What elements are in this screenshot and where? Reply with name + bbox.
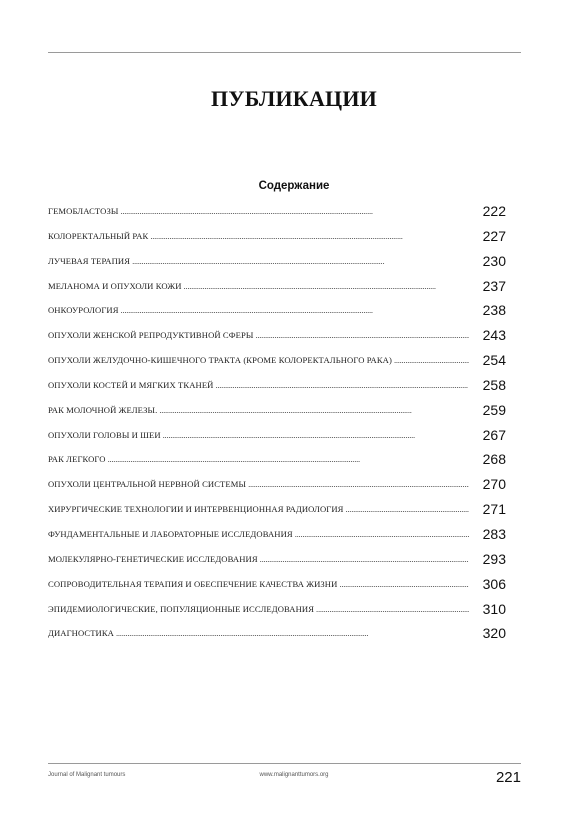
toc-dot-leader [248, 474, 469, 494]
toc-entry-title: ОПУХОЛИ ЖЕНСКОЙ РЕПРОДУКТИВНОЙ СФЕРЫ [48, 330, 254, 341]
toc-entry[interactable] [48, 524, 508, 549]
toc-entry-line [48, 549, 469, 569]
toc-entry[interactable] [48, 499, 508, 524]
toc-entry-line [48, 425, 469, 445]
toc-entry-title: МЕЛАНОМА И ОПУХОЛИ КОЖИ [48, 280, 182, 291]
toc-entry-page-number: 243 [482, 327, 506, 344]
toc-entry[interactable] [48, 251, 508, 276]
footer-journal-name: Journal of Malignant tumours [48, 772, 126, 778]
toc-entry[interactable] [48, 474, 508, 499]
toc-entry-page-number: 306 [482, 575, 506, 592]
toc-entry-page-number: 270 [482, 476, 506, 493]
toc-entry-line [48, 350, 469, 370]
toc-entry[interactable] [48, 425, 508, 450]
toc-entry-page-number: 222 [482, 203, 506, 219]
toc-entry-title: ОНКОУРОЛОГИЯ [48, 305, 119, 316]
toc-entry[interactable] [48, 325, 508, 350]
toc-entry-page-number: 259 [482, 401, 506, 418]
toc-entry-title: ФУНДАМЕНТАЛЬНЫЕ И ЛАБОРАТОРНЫЕ ИССЛЕДОВАНИЯ [48, 528, 293, 539]
toc-entry-line [48, 276, 469, 296]
toc-entry-line [48, 251, 469, 271]
toc-entry-title: РАК ЛЕГКОГО [48, 454, 106, 465]
toc-dot-leader [215, 375, 469, 395]
toc-entry[interactable] [48, 375, 508, 400]
toc-entry-title: ЭПИДЕМИОЛОГИЧЕСКИЕ, ПОПУЛЯЦИОННЫЕ ИССЛЕДОВАНИЯ [48, 603, 315, 614]
toc-dot-leader [132, 251, 469, 271]
toc-entry[interactable] [48, 574, 508, 599]
toc-entry-line [48, 201, 469, 221]
toc-entry-title: КОЛОРЕКТАЛЬНЫЙ РАК [48, 230, 149, 241]
toc-dot-leader [121, 300, 469, 320]
toc-entry[interactable] [48, 276, 508, 301]
toc-entry-page-number: 268 [482, 451, 506, 468]
toc-dot-leader [339, 574, 469, 594]
toc-entry-title: ЛУЧЕВАЯ ТЕРАПИЯ [48, 255, 131, 266]
toc-dot-leader [163, 425, 469, 445]
toc-heading: Содержание [258, 180, 330, 192]
table-of-contents [48, 201, 508, 648]
toc-dot-leader [394, 350, 469, 370]
toc-entry[interactable] [48, 623, 508, 648]
toc-entry-line [48, 623, 469, 643]
toc-entry[interactable] [48, 300, 508, 325]
toc-dot-leader [184, 276, 469, 296]
toc-dot-leader [316, 599, 469, 619]
toc-dot-leader [108, 449, 469, 469]
toc-dot-leader [295, 524, 469, 544]
toc-entry-title: ДИАГНОСТИКА [48, 628, 114, 639]
toc-entry-line [48, 499, 469, 519]
toc-entry-line [48, 300, 469, 320]
toc-entry-line [48, 400, 469, 420]
toc-entry-title: ОПУХОЛИ ГОЛОВЫ И ШЕИ [48, 429, 161, 440]
toc-dot-leader [159, 400, 469, 420]
toc-entry-page-number: 293 [482, 550, 506, 567]
toc-entry[interactable] [48, 599, 508, 624]
toc-entry-page-number: 237 [482, 277, 506, 294]
toc-dot-leader [120, 201, 469, 221]
toc-entry-page-number: 310 [482, 600, 506, 617]
header-rule [48, 52, 521, 53]
toc-dot-leader [150, 226, 469, 246]
toc-entry-line [48, 574, 469, 594]
toc-dot-leader [346, 499, 470, 519]
toc-entry-title: СОПРОВОДИТЕЛЬНАЯ ТЕРАПИЯ И ОБЕСПЕЧЕНИЕ КАЧЕСТВА ЖИЗНИ [48, 578, 338, 589]
toc-entry-page-number: 238 [482, 302, 506, 319]
toc-entry-line [48, 474, 469, 494]
toc-entry-line [48, 325, 469, 345]
toc-entry[interactable] [48, 350, 508, 375]
footer-rule [48, 763, 521, 764]
page-title: ПУБЛИКАЦИИ [211, 86, 377, 111]
toc-entry-title: РАК МОЛОЧНОЙ ЖЕЛЕЗЫ. [48, 404, 158, 415]
toc-entry-page-number: 267 [482, 426, 506, 443]
toc-entry[interactable] [48, 449, 508, 474]
toc-entry-page-number: 258 [482, 376, 506, 393]
footer-website-link[interactable]: www.malignanttumors.org [259, 772, 329, 778]
toc-entry-line [48, 449, 469, 469]
toc-entry-line [48, 375, 469, 395]
toc-entry-line [48, 524, 469, 544]
toc-entry-page-number: 283 [482, 525, 506, 542]
toc-entry[interactable] [48, 400, 508, 425]
toc-entry[interactable] [48, 549, 508, 574]
toc-entry-page-number: 227 [482, 227, 506, 244]
toc-entry-line [48, 226, 469, 246]
toc-entry-page-number: 320 [482, 625, 506, 642]
toc-entry-page-number: 254 [482, 352, 506, 369]
toc-entry-title: ОПУХОЛИ ЖЕЛУДОЧНО-КИШЕЧНОГО ТРАКТА (КРОМЕ КОЛОРЕКТАЛЬНОГО РАКА) [48, 355, 392, 366]
toc-dot-leader [116, 623, 469, 643]
footer-page-number: 221 [495, 769, 521, 786]
toc-entry-page-number: 230 [482, 252, 506, 269]
toc-dot-leader [260, 549, 469, 569]
toc-entry-title: ГЕМОБЛАСТОЗЫ [48, 206, 119, 216]
toc-entry[interactable] [48, 226, 508, 251]
toc-entry[interactable] [48, 201, 508, 226]
toc-entry-title: ОПУХОЛИ ЦЕНТРАЛЬНОЙ НЕРВНОЙ СИСТЕМЫ [48, 479, 247, 490]
toc-dot-leader [255, 325, 469, 345]
toc-entry-title: ОПУХОЛИ КОСТЕЙ И МЯГКИХ ТКАНЕЙ [48, 379, 214, 390]
toc-entry-page-number: 271 [482, 501, 506, 518]
toc-entry-title: ХИРУРГИЧЕСКИЕ ТЕХНОЛОГИИ И ИНТЕРВЕНЦИОННАЯ РАДИОЛОГИЯ [48, 504, 344, 515]
toc-entry-line [48, 599, 469, 619]
toc-entry-title: МОЛЕКУЛЯРНО-ГЕНЕТИЧЕСКИЕ ИССЛЕДОВАНИЯ [48, 553, 258, 564]
